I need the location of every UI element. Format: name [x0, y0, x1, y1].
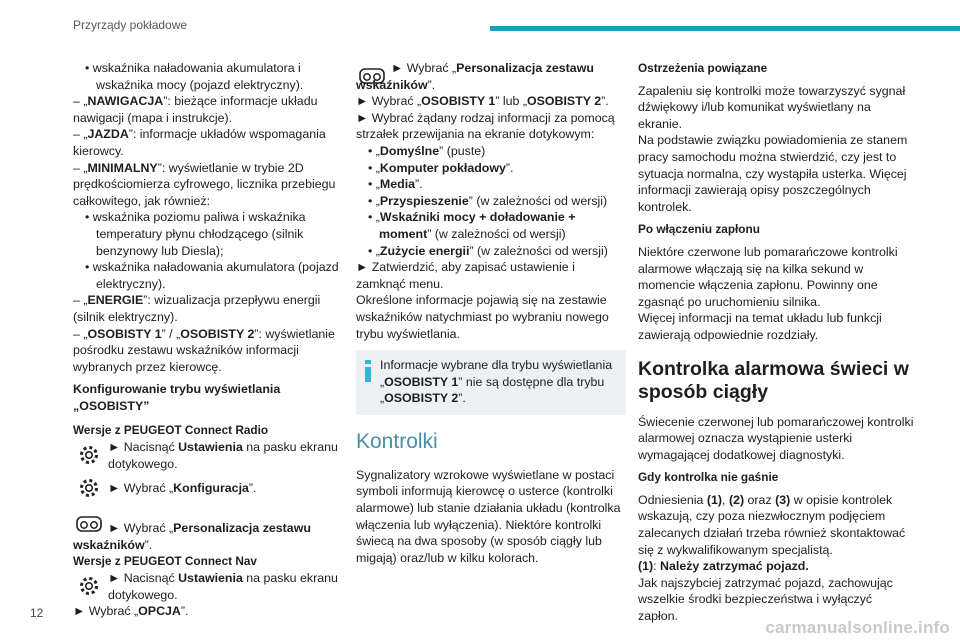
settings-icon	[73, 570, 105, 602]
step-text: ► Nacisnąć Ustawienia na pasku ekranu dotykowego.	[108, 440, 338, 471]
bullet-item: • wskaźnika naładowania akumulatora i wskaźnika mocy (pojazd elektryczny).	[85, 61, 304, 92]
section-title-kontrolki: Kontrolki	[356, 429, 438, 453]
settings-icon	[73, 439, 105, 471]
dash-item-energie: – „ENERGIE”: wizualizacja przepływu energii (silnik elektryczny).	[73, 293, 321, 324]
heading-gdy-kontrolka: Gdy kontrolka nie gaśnie	[638, 470, 779, 485]
subheading-connect-nav: Wersje z PEUGEOT Connect Nav	[73, 554, 257, 569]
heading-po-wlaczeniu: Po włączeniu zapłonu	[638, 222, 760, 237]
paragraph: (1): Należy zatrzymać pojazd.	[638, 559, 809, 574]
info-icon	[365, 360, 371, 382]
step-text: ► Zatwierdzić, aby zapisać ustawienie i zamknąć menu.	[356, 260, 575, 291]
dash-item-minimalny: – „MINIMALNY”: wyświetlanie w trybie 2D prędkościomierza cyfrowego, licznika przebiegu całkowitego, jak również:	[73, 160, 336, 208]
option-item: • „Wskaźniki mocy + doładowanie + moment” (w zależności od wersji)	[368, 210, 576, 241]
info-text: Informacje wybrane dla trybu wyświetlania „OSOBISTY 1” nie są dostępne dla trybu „OSOBISTY 2”.	[380, 358, 613, 406]
paragraph: Świecenie czerwonej lub pomarańczowej kontrolki alarmowej oznacza wystąpienie usterki wymagającej dodatkowej diagnostyki.	[638, 414, 914, 462]
paragraph: Więcej informacji na temat układu lub funkcji zawierają odpowiednie rozdziały.	[638, 311, 882, 342]
watermark: carmanualsonline.info	[765, 618, 950, 637]
step-text: ► Wybrać „OPCJA”.	[73, 604, 189, 619]
bullet-item: • wskaźnika naładowania akumulatora (pojazd elektryczny).	[85, 260, 339, 291]
step-row	[73, 472, 345, 504]
bullet-item: • wskaźnika poziomu paliwa i wskaźnika temperatury płynu chłodzącego (silnik benzynowy lub Diesla);	[85, 210, 306, 258]
paragraph: Na podstawie związku powiadomienia ze stanem pracy samochodu można stwierdzić, czy jest to sytuacja normalna, czy wystąpiła usterka. Więcej informacji zawierają opisy poszczególnych kontrolek.	[638, 133, 908, 214]
option-item: • „Przyspieszenie” (w zależności od wersji)	[368, 193, 608, 208]
step-row	[73, 508, 345, 553]
option-item: • „Domyślne” (puste)	[368, 143, 486, 158]
paragraph: Jak najszybciej zatrzymać pojazd, zachowując wszelkie środki bezpieczeństwa i wyłączyć zapłon.	[638, 575, 893, 624]
paragraph: Niektóre czerwone lub pomarańczowe kontrolki alarmowe włączają się na kilka sekund w momencie włączenia zapłonu. Powinny one zgasnąć po uruchomieniu silnika.	[638, 244, 898, 309]
header-accent-bar	[490, 26, 960, 31]
step-text: ► Wybrać „Personalizacja zestawu wskaźników”.	[73, 521, 311, 552]
option-item: • „Zużycie energii” (w zależności od wersji)	[368, 243, 608, 258]
section-heading-konfigurowanie: Konfigurowanie trybu wyświetlania „OSOBISTY”	[73, 382, 281, 413]
heading-kontrolka-alarmowa: Kontrolka alarmowa świeci w sposób ciągły	[638, 357, 909, 403]
note-text: Określone informacje pojawią się na zestawie wskaźników natychmiast po wybraniu nowego trybu wyświetlania.	[356, 293, 609, 341]
section-text: Sygnalizatory wzrokowe wyświetlane w postaci symboli informują kierowcę o usterce (kontrolki alarmowe) lub stanie działania układu (kontrolka włączenia lub wyłączenia). Niektóre kontrolki świecą na dwa sposoby (w sposób ciągły lub migają) oraz/lub w kilku kolorach.	[356, 467, 621, 565]
dash-item-osobisty: – „OSOBISTY 1” / „OSOBISTY 2”: wyświetlanie pośrodku zestawu wskaźników informacji wybranych przez kierowcę.	[73, 326, 335, 374]
dash-item-jazda: – „JAZDA”: informacje układów wspomagania kierowcy.	[73, 127, 326, 158]
step-text: ► Wybrać „Personalizacja zestawu wskaźników”.	[356, 61, 594, 92]
step-row	[73, 439, 345, 472]
paragraph: Zapaleniu się kontrolki może towarzyszyć sygnał dźwiękowy i/lub komunikat wyświetlany na ekranie.	[638, 83, 906, 131]
step-text: ► Wybrać „OSOBISTY 1” lub „OSOBISTY 2”.	[356, 94, 609, 109]
option-item: • „Komputer pokładowy”.	[368, 160, 514, 175]
column-left	[73, 60, 345, 620]
column-middle	[356, 60, 626, 566]
page-number: 12	[30, 606, 44, 620]
step-text: ► Wybrać żądany rodzaj informacji za pomocą strzałek przewijania na ekranie dotykowym:	[356, 110, 615, 142]
heading-ostrzezenia: Ostrzeżenia powiązane	[638, 61, 768, 75]
step-row	[356, 60, 626, 93]
step-text: ► Wybrać „Konfiguracja”.	[108, 481, 257, 496]
step-text: ► Nacisnąć Ustawienia na pasku ekranu dotykowego.	[108, 571, 338, 602]
paragraph: Odniesienia (1), (2) oraz (3) w opisie kontrolek wskazują, czy poza niezwłocznym podjęciem zalecanych działań trzeba również skontaktować się z wykwalifikowanym specjalistą.	[638, 492, 906, 557]
settings-icon	[73, 472, 105, 504]
step-row	[73, 570, 345, 603]
page-header-title: Przyrządy pokładowe	[73, 18, 188, 32]
column-right	[638, 60, 914, 625]
subheading-connect-radio: Wersje z PEUGEOT Connect Radio	[73, 423, 269, 438]
option-item: • „Media”.	[368, 177, 423, 192]
dash-item-nawigacja: – „NAWIGACJA”: bieżące informacje układu nawigacji (mapa i instrukcje).	[73, 94, 318, 125]
info-box	[356, 350, 626, 415]
